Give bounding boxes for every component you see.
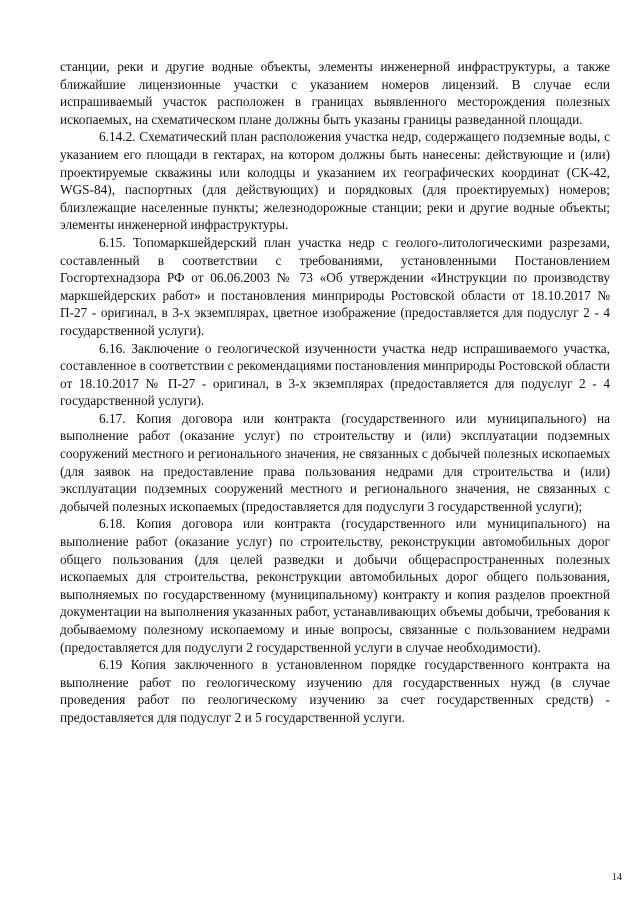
paragraph-6-18: 6.18. Копия договора или контракта (государственного или муниципального) на выполнение работ (оказание услуг) по строительству, реконструкции автомобильных дорог общего пользования (для целей разведки и добычи общераспространенных полезных ископаемых для строительства, реконструкции автомобильных дорог общего пользования, выполняемых по государственному (муниципальному) контракту и копия разделов проектной документации на выполнения указанных работ, устанавливающих объемы добычи, требования к добываемому полезному ископаемому и иные вопросы, связанные с пользованием недрами (предоставляется для подуслуги 2 государственной услуги в случае необходимости). <box>60 516 610 655</box>
paragraph-6-16: 6.16. Заключение о геологической изученности участка недр испрашиваемого участка, составленное в соответствии с рекомендациями постановления минприроды Ростовской области от 18.10.2017 № П-27 - оригинал, в 3-х экземплярах (предоставляется для подуслуг 2 - 4 государственной услуги). <box>60 340 610 409</box>
page-number: 14 <box>612 872 622 883</box>
paragraph-6-15: 6.15. Топомаркшейдерский план участка недр с геолого-литологическими разрезами, составленный в соответствии с требованиями, установленными Постановлением Госгортехнадзора РФ от 06.06.2003 № 73 «Об утверждении «Инструкции по производству маркшейдерских работ» и постановления минприроды Ростовской области от 18.10.2017 № П-27 - оригинал, в 3-х экземплярах, цветное изображение (предоставляется для подуслуг 2 - 4 государственной услуги). <box>60 234 610 338</box>
document-page <box>60 58 610 727</box>
paragraph-6-14-2: 6.14.2. Схематический план расположения участка недр, содержащего подземные воды, с указанием его площади в гектарах, на котором должны быть нанесены: действующие и (или) проектируемые скважины или колодцы и указанием их географических координат (СК-42, WGS-84), паспортных (для действующих) и порядковых (для проектируемых) номеров; близлежащие населенные пункты; железнодорожные станции; реки и другие водные объекты; элементы инженерной инфраструктуры. <box>60 129 610 233</box>
paragraph-6-17: 6.17. Копия договора или контракта (государственного или муниципального) на выполнение работ (оказание услуг) по строительству и (или) эксплуатации подземных сооружений местного и регионального значения, не связанных с добычей полезных ископаемых (для заявок на предоставление права пользования недрами для строительства и (или) эксплуатации подземных сооружений местного и регионального значения, не связанных с добычей полезных ископаемых (предоставляется для подуслуги 3 государственной услуги); <box>60 410 610 514</box>
paragraph-continuation: станции, реки и другие водные объекты, элементы инженерной инфраструктуры, а также ближайшие лицензионные участки с указанием номеров лицензий. В случае если испрашиваемый участок расположен в границах выявленного месторождения полезных ископаемых, на схематическом плане должны быть указаны границы разведанной площади. <box>60 59 610 127</box>
paragraph-6-19: 6.19 Копия заключенного в установленном порядке государственного контракта на выполнение работ по геологическому изучению для государственных нужд (в случае проведения работ по геологическому изучению за счет государственных средств) - предоставляется для подуслуг 2 и 5 государственной услуги. <box>60 657 610 725</box>
